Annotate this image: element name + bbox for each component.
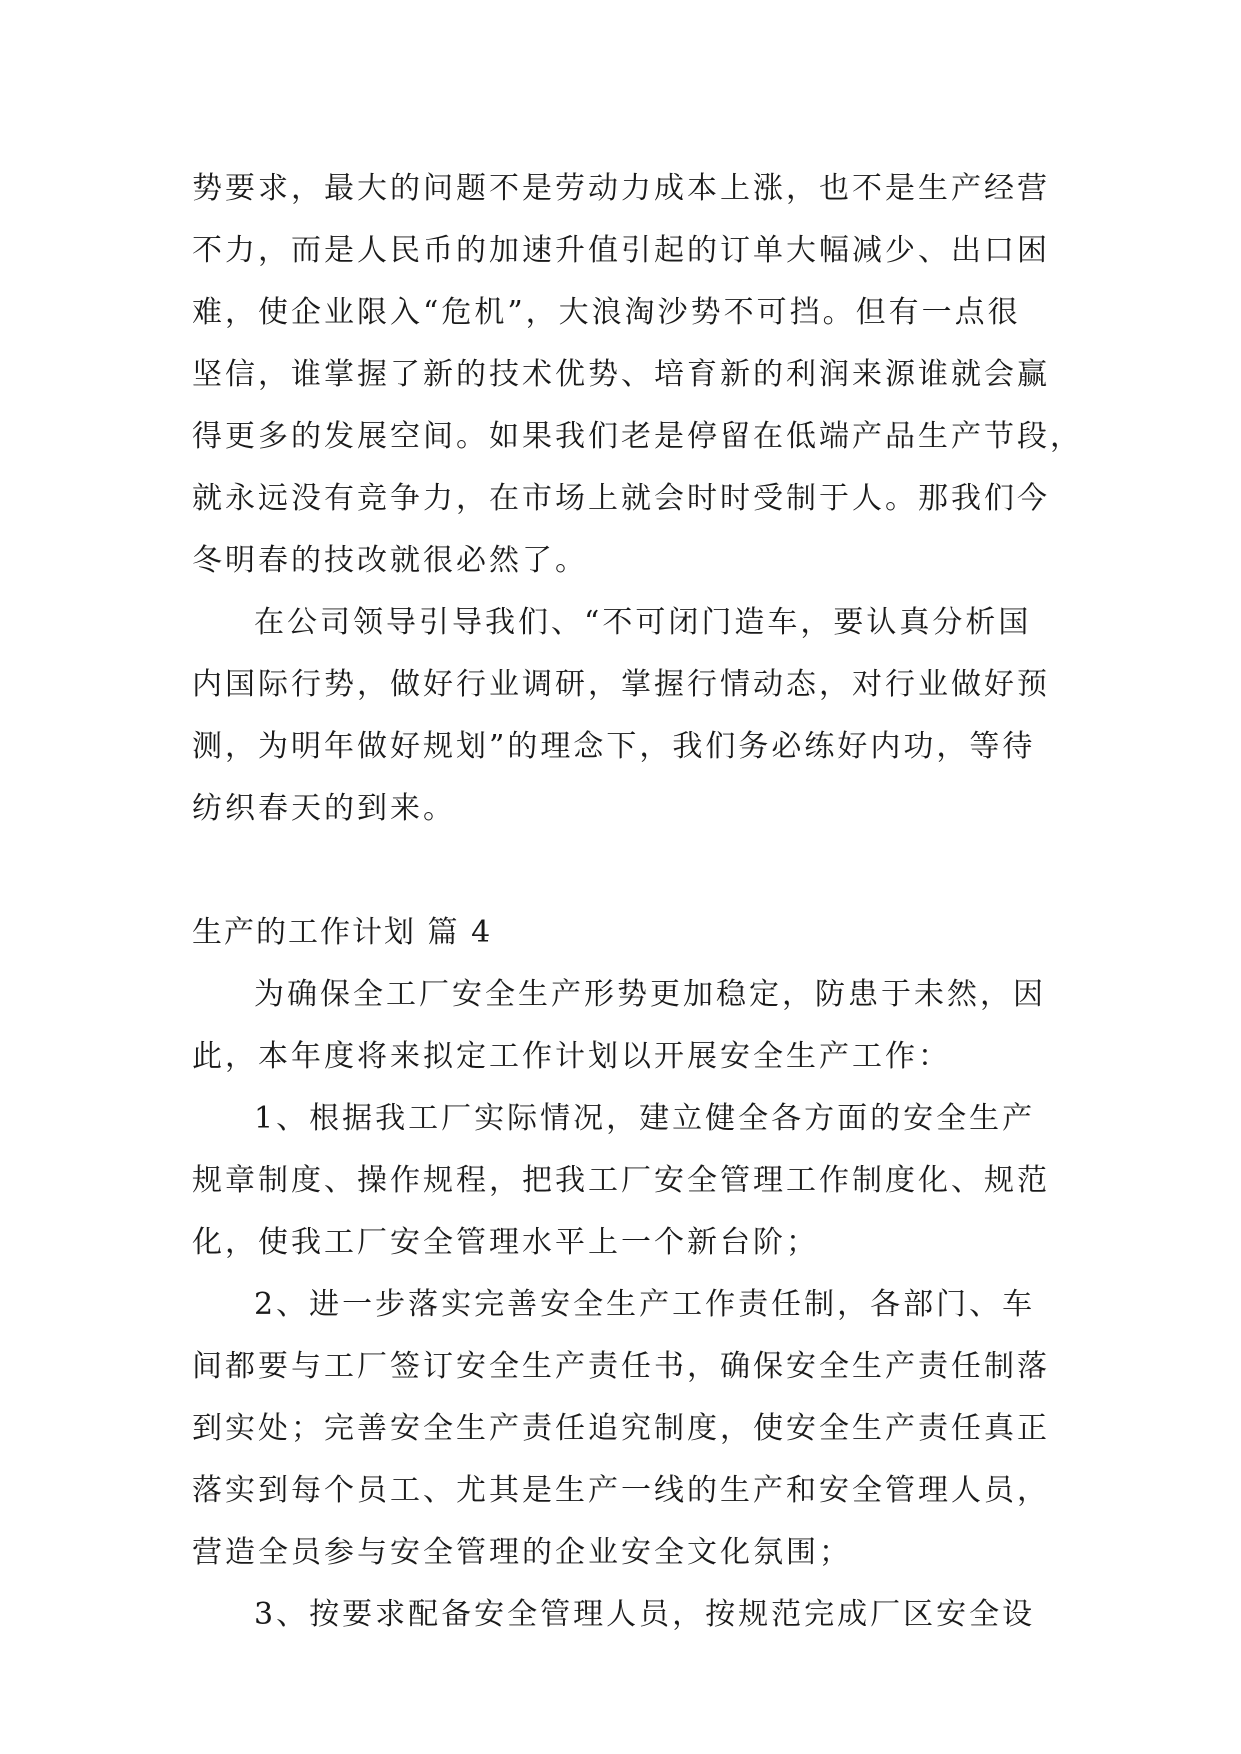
section-heading: 生产的工作计划 篇 4 [192,915,493,950]
text-line: 化，使我工厂安全管理水平上一个新台阶； [192,1225,819,1260]
document-body [192,158,1083,1646]
text-line: 纺织春天的到来。 [192,791,456,826]
text-line: 落实到每个员工、尤其是生产一线的生产和安全管理人员， [192,1473,1050,1508]
list-item-1 [192,1088,1052,1274]
text-line: 此，本年度将来拟定工作计划以开展安全生产工作： [192,1039,951,1074]
text-line: 为确保全工厂安全生产形势更加稳定，防患于未然，因 [254,977,1046,1012]
paragraph-leadership [192,592,1052,840]
paragraph-continued [192,158,1083,592]
paragraph-intro [192,964,1052,1088]
text-line: 2、进一步落实完善安全生产工作责任制，各部门、车 [254,1287,1036,1322]
text-line: 规章制度、操作规程，把我工厂安全管理工作制度化、规范 [192,1163,1050,1198]
blank-line [192,840,1052,902]
text-line: 冬明春的技改就很必然了。 [192,543,588,578]
text-line: 间都要与工厂签订安全生产责任书，确保安全生产责任制落 [192,1349,1050,1384]
text-line: 难，使企业限入“危机”，大浪淘沙势不可挡。但有一点很 [192,295,1021,330]
text-line: 3、按要求配备安全管理人员，按规范完成厂区安全设 [254,1597,1036,1632]
text-line: 得更多的发展空间。如果我们老是停留在低端产品生产节段， [192,419,1083,454]
text-line: 就永远没有竞争力，在市场上就会时时受制于人。那我们今 [192,481,1050,516]
text-line: 在公司领导引导我们、“不可闭门造车，要认真分析国 [254,605,1032,640]
list-item-2 [192,1274,1052,1584]
text-line: 坚信，谁掌握了新的技术优势、培育新的利润来源谁就会赢 [192,357,1050,392]
text-line: 到实处；完善安全生产责任追究制度，使安全生产责任真正 [192,1411,1050,1446]
list-item-3 [192,1584,1052,1646]
text-line: 营造全员参与安全管理的企业安全文化氛围； [192,1535,852,1570]
text-line: 内国际行势，做好行业调研，掌握行情动态，对行业做好预 [192,667,1050,702]
text-line: 1、根据我工厂实际情况，建立健全各方面的安全生产 [254,1101,1036,1136]
text-line: 测，为明年做好规划”的理念下，我们务必练好内功，等待 [192,729,1036,764]
text-line: 不力，而是人民币的加速升值引起的订单大幅减少、出口困 [192,233,1050,268]
text-line: 势要求，最大的问题不是劳动力成本上涨，也不是生产经营 [192,171,1050,206]
